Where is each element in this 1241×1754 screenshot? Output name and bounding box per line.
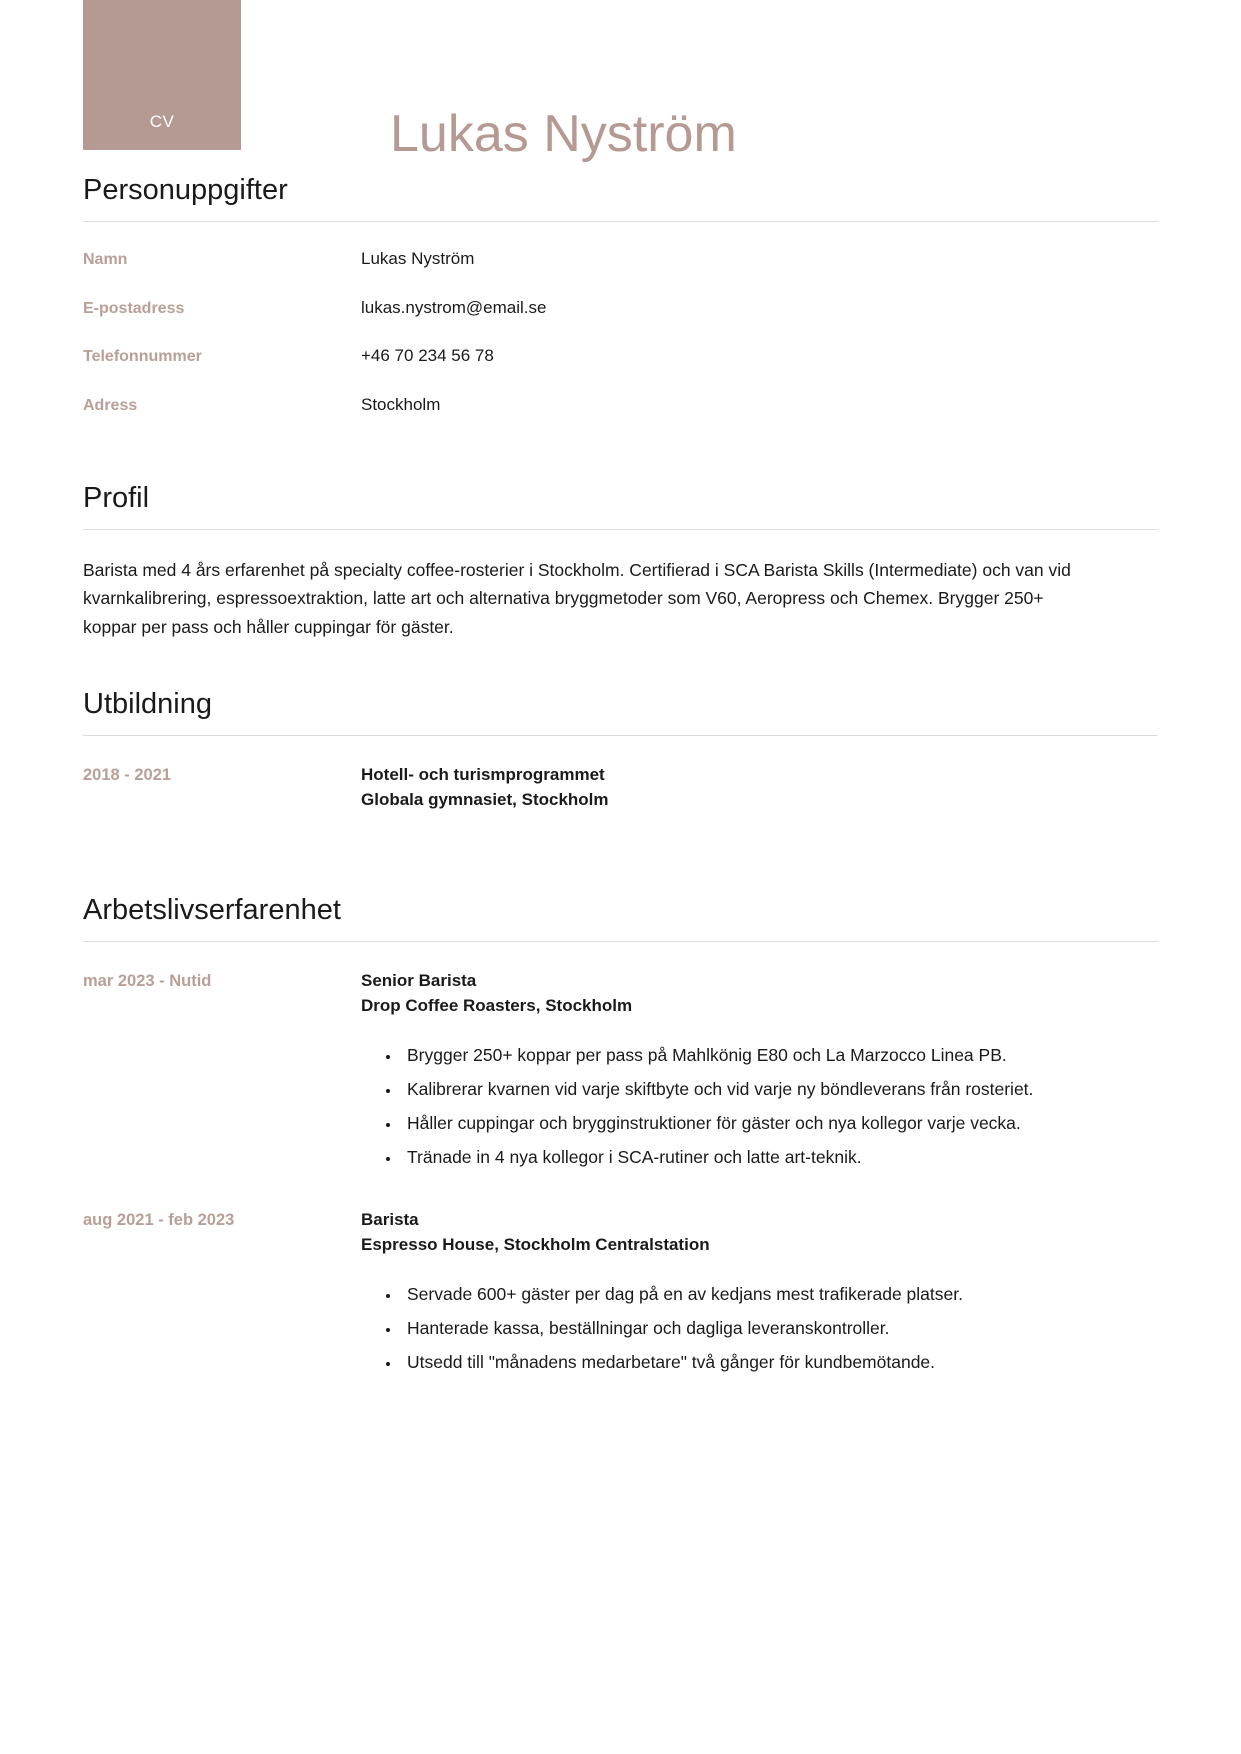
detail-label: Adress bbox=[83, 397, 138, 415]
detail-value: +46 70 234 56 78 bbox=[361, 346, 494, 366]
entry-subheading: Espresso House, Stockholm Centralstation bbox=[361, 1235, 710, 1255]
detail-value: Stockholm bbox=[361, 395, 441, 415]
detail-label: Telefonnummer bbox=[83, 348, 202, 366]
entry-date: 2018 - 2021 bbox=[83, 765, 172, 784]
entry-date: mar 2023 - Nutid bbox=[83, 971, 212, 990]
detail-label: Namn bbox=[83, 250, 128, 268]
detail-row bbox=[83, 297, 1158, 320]
experience-entry bbox=[83, 968, 1158, 1177]
entry-subheading: Drop Coffee Roasters, Stockholm bbox=[361, 996, 633, 1016]
candidate-name: Lukas Nyström bbox=[390, 105, 737, 163]
entry-bullet: • Kalibrerar kvarnen vid varje skiftbyte och vid varje ny böndleverans från rosteriet. bbox=[401, 1075, 1158, 1103]
entry-subheading: Globala gymnasiet, Stockholm bbox=[361, 790, 609, 810]
section-title-profile: Profil bbox=[83, 482, 150, 515]
entry-body bbox=[361, 1207, 1158, 1382]
entry-body bbox=[361, 968, 1158, 1177]
section-personal-details bbox=[83, 175, 1158, 417]
detail-label: E-postadress bbox=[83, 299, 185, 317]
section-divider bbox=[83, 735, 1158, 736]
section-education bbox=[83, 689, 1158, 813]
section-divider bbox=[83, 941, 1158, 942]
section-title-education: Utbildning bbox=[83, 688, 212, 720]
entry-heading: Hotell- och turismprogrammet bbox=[361, 764, 605, 784]
section-title-experience: Arbetslivserfarenhet bbox=[83, 893, 341, 926]
section-experience bbox=[83, 895, 1158, 1382]
profile-body-text: Barista med 4 års erfarenhet på specialty coffee-rosterier i Stockholm. Certifierad i SCA Barista Skills (Intermediate) och van vid kvarnkalibrering, espressoextraktion, latte art och alternativa bryggmetoder som V60, Aeropress och Chemex. Brygger 250+ koppar per pass och håller cuppingar för gäster. bbox=[83, 559, 1071, 637]
entry-bullet: • Servade 600+ gäster per dag på en av kedjans mest trafikerade platser. bbox=[401, 1280, 1158, 1308]
entry-body bbox=[361, 762, 1158, 813]
entry-bullet: • Brygger 250+ koppar per pass på Mahlkönig E80 och La Marzocco Linea PB. bbox=[401, 1041, 1158, 1069]
entry-bullet: • Hanterade kassa, beställningar och dagliga leveranskontroller. bbox=[401, 1314, 1158, 1342]
education-entry bbox=[83, 762, 1158, 813]
spacer bbox=[83, 443, 1158, 483]
section-profile bbox=[83, 483, 1158, 641]
cv-header bbox=[0, 0, 1241, 175]
detail-value: Lukas Nyström bbox=[361, 248, 475, 268]
entry-bullet-list bbox=[361, 1280, 1158, 1376]
detail-row bbox=[83, 394, 1158, 417]
experience-entry bbox=[83, 1207, 1158, 1382]
entry-heading: Barista bbox=[361, 1209, 419, 1229]
cv-content bbox=[0, 175, 1241, 1382]
entry-bullet: • Tränade in 4 nya kollegor i SCA-rutiner och latte art-teknik. bbox=[401, 1143, 1158, 1171]
detail-row bbox=[83, 345, 1158, 368]
cv-badge bbox=[83, 0, 241, 150]
entry-heading: Senior Barista bbox=[361, 970, 477, 990]
section-title-personal-details: Personuppgifter bbox=[83, 174, 288, 206]
entry-bullet-list bbox=[361, 1041, 1158, 1171]
section-divider bbox=[83, 529, 1158, 530]
personal-details-list bbox=[83, 248, 1158, 417]
spacer bbox=[83, 641, 1158, 689]
cv-badge-label: CV bbox=[149, 112, 175, 131]
detail-value: lukas.nystrom@email.se bbox=[361, 297, 547, 317]
section-divider bbox=[83, 221, 1158, 222]
entry-bullet: • Utsedd till "månadens medarbetare" två gånger för kundbemötande. bbox=[401, 1348, 1158, 1376]
detail-row bbox=[83, 248, 1158, 271]
spacer bbox=[83, 843, 1158, 895]
entry-bullet: • Håller cuppingar och brygginstruktioner för gäster och nya kollegor varje vecka. bbox=[401, 1109, 1158, 1137]
entry-date: aug 2021 - feb 2023 bbox=[83, 1210, 235, 1229]
